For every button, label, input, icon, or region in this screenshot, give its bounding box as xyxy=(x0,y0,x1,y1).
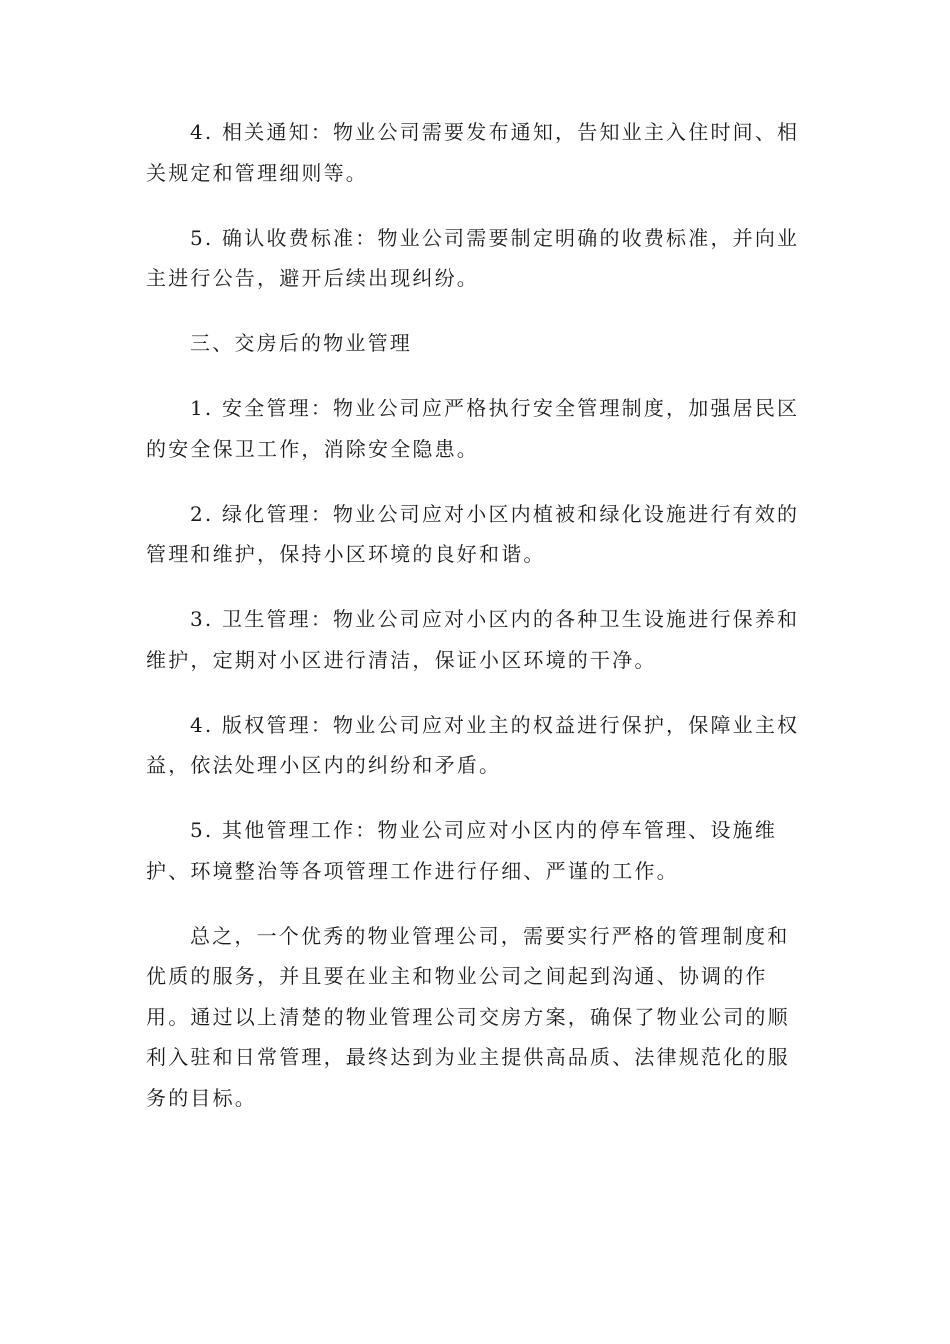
document-page xyxy=(146,112,810,1143)
paragraph-rights-management: 4. 版权管理：物业公司应对业主的权益进行保护，保障业主权益，依法处理小区内的纠纷和矛盾。 xyxy=(146,712,800,777)
paragraph-sanitation-management: 3. 卫生管理：物业公司应对小区内的各种卫生设施进行保养和维护，定期对小区进行清洁，保证小区环境的干净。 xyxy=(146,607,800,672)
paragraph-other-management: 5. 其他管理工作：物业公司应对小区内的停车管理、设施维护、环境整治等各项管理工作进行仔细、严谨的工作。 xyxy=(146,818,778,883)
paragraph-summary: 总之，一个优秀的物业管理公司，需要实行严格的管理制度和优质的服务，并且要在业主和物业公司之间起到沟通、协调的作用。通过以上清楚的物业管理公司交房方案，确保了物业公司的顺利入驻和日常管理，最终达到为业主提供高品质、法律规范化的服务的目标。 xyxy=(146,923,790,1110)
paragraph-fee-standard: 5. 确认收费标准：物业公司需要制定明确的收费标准，并向业主进行公告，避开后续出现纠纷。 xyxy=(146,225,800,290)
paragraph-security-management: 1. 安全管理：物业公司应严格执行安全管理制度，加强居民区的安全保卫工作，消除安全隐患。 xyxy=(146,396,800,461)
paragraph-greening-management: 2. 绿化管理：物业公司应对小区内植被和绿化设施进行有效的管理和维护，保持小区环境的良好和谐。 xyxy=(146,501,800,566)
section-heading-after-handover: 三、交房后的物业管理 xyxy=(190,331,412,355)
paragraph-notice: 4. 相关通知：物业公司需要发布通知，告知业主入住时间、相关规定和管理细则等。 xyxy=(146,120,800,185)
